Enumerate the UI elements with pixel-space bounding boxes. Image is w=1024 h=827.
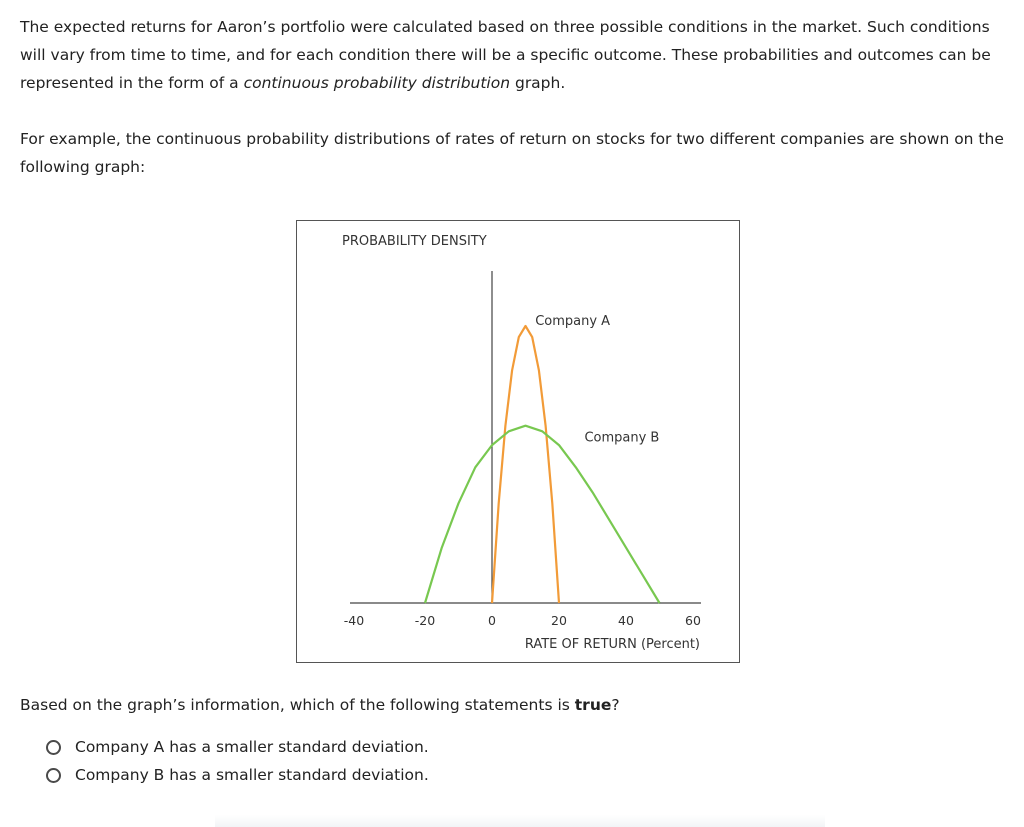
option-label: Company B has a smaller standard deviation. bbox=[75, 766, 429, 784]
probability-distribution-chart bbox=[296, 220, 740, 663]
option-company-b[interactable] bbox=[46, 761, 429, 789]
option-label: Company A has a smaller standard deviation. bbox=[75, 738, 429, 756]
radio-button[interactable] bbox=[46, 740, 61, 755]
series-label-company-b: Company B bbox=[584, 430, 660, 446]
intro-paragraph: The expected returns for Aaron’s portfolio were calculated based on three possible conditions in the market. Such conditions will vary from time to time, and for each condition there will be a specific outcome. These probabilities and outcomes can be represented in the form of a continuous probability distribution graph. bbox=[20, 18, 991, 92]
x-tick-label: -20 bbox=[414, 613, 436, 628]
x-tick-label: -40 bbox=[343, 613, 365, 628]
example-paragraph: For example, the continuous probability distributions of rates of return on stocks for two different companies are shown on the following graph: bbox=[20, 130, 1004, 176]
x-tick-label: 0 bbox=[488, 613, 496, 628]
question-bold: true bbox=[574, 696, 612, 714]
chart-svg bbox=[297, 221, 739, 662]
answer-options bbox=[46, 733, 429, 789]
emphasis-text: continuous probability distribution bbox=[243, 74, 511, 92]
y-axis-label: PROBABILITY DENSITY bbox=[342, 234, 487, 249]
x-tick-label: 60 bbox=[685, 613, 701, 628]
x-tick-label: 20 bbox=[551, 613, 567, 628]
question-text: Based on the graph’s information, which of the following statements is true? bbox=[20, 696, 620, 714]
series-line-company-a bbox=[492, 326, 559, 603]
radio-button[interactable] bbox=[46, 768, 61, 783]
bottom-shadow bbox=[215, 815, 825, 827]
x-tick-label: 40 bbox=[618, 613, 634, 628]
series-line-company-b bbox=[425, 426, 660, 603]
option-company-a[interactable] bbox=[46, 733, 429, 761]
series-label-company-a: Company A bbox=[535, 314, 611, 329]
x-axis-label: RATE OF RETURN (Percent) bbox=[524, 637, 700, 652]
